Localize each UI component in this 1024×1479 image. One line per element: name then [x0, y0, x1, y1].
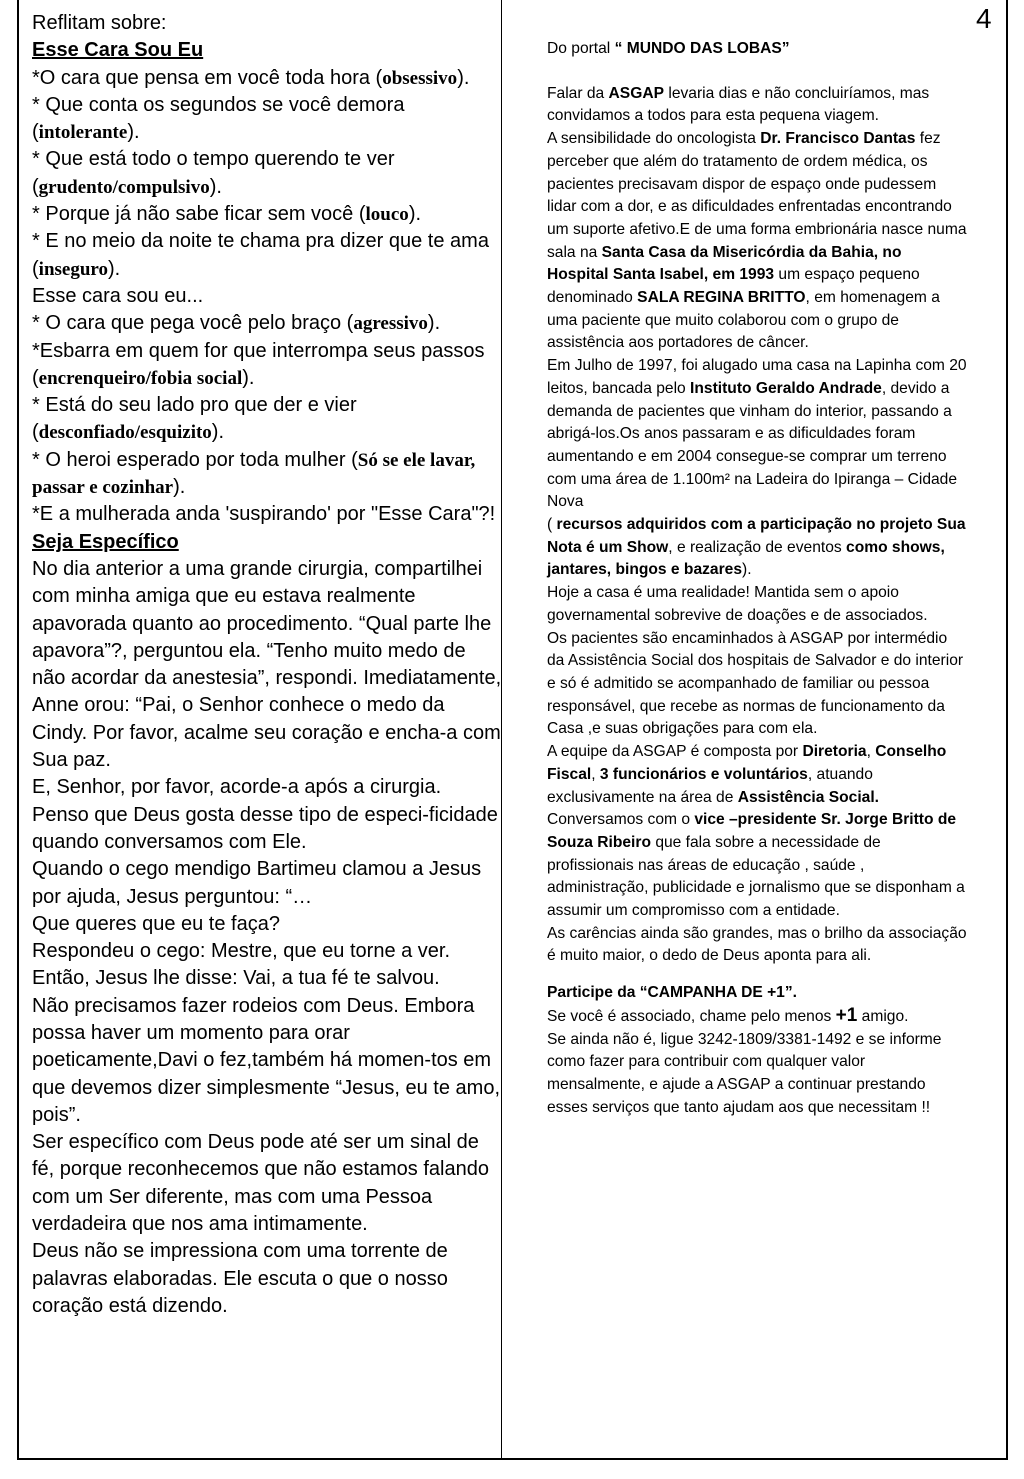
poem-line: * Está do seu lado pro que der e vier (desconfiado/esquizito). — [32, 394, 357, 444]
intro-line: Reflitam sobre: — [32, 12, 167, 34]
page-number: 4 — [976, 3, 992, 34]
article-paragraph: Se você é associado, chame pelo menos +1 amigo. — [547, 1004, 909, 1026]
article-paragraph: A sensibilidade do oncologista Dr. Francisco Dantas fez perceber que além do tratamento de ordem médica, os pacientes precisavam dispor de espaço onde pudessem lidar com a dor, e as dificuldades enfrentadas encontrando um suporte afetivo.E de uma forma embrionária nasce numa sala na Santa Casa da Misericórdia da Bahia, no Hospital Santa Isabel, em 1993 um espaço pequeno denominado SALA REGINA BRITTO, em homenagem a uma paciente que muito colaborou com o grupo de assistência aos portadores de câncer. — [547, 130, 967, 352]
poem-line: * E no meio da noite te chama pra dizer que te ama (inseguro). — [32, 230, 489, 280]
article-paragraph: Em Julho de 1997, foi alugado uma casa na Lapinha com 20 leitos, bancada pelo Instituto Geraldo Andrade, devido a demanda de pacientes que vinham do interior, passando a abrigá-los.Os anos passaram e as dificuldades foram aumentando e em 2004 consegue-se comprar um terreno com uma área de 1.100m² na Ladeira do Ipiranga – Cidade Nova — [547, 357, 967, 511]
article-paragraph: Hoje a casa é uma realidade! Mantida sem o apoio governamental sobrevive de doações e de associados. — [547, 584, 928, 624]
body-paragraph: Quando o cego mendigo Bartimeu clamou a Jesus por ajuda, Jesus perguntou: “… — [32, 858, 482, 908]
campaign-heading: Participe da “CAMPANHA DE +1”. — [547, 984, 797, 1002]
poem-refrain: Esse cara sou eu... — [32, 284, 204, 307]
poem-line: *Esbarra em quem for que interrompa seus passos (encrenqueiro/fobia social). — [32, 339, 485, 389]
source-line: Do portal “ MUNDO DAS LOBAS” — [547, 40, 790, 57]
left-column — [32, 10, 502, 1320]
poem-line: * Porque já não sabe ficar sem você (louco). — [32, 203, 422, 226]
body-paragraph: Respondeu o cego: Mestre, que eu torne a ver. Então, Jesus lhe disse: Vai, a tua fé te salvou. — [32, 940, 451, 990]
body-paragraph: No dia anterior a uma grande cirurgia, compartilhei com minha amiga que eu estava realmente apavorada quanto ao procedimento. “Qual parte lhe apavora”?, perguntou ela. “Tenho muito medo de não acordar da anestesia”, respondi. Imediatamente, Anne orou: “Pai, o Senhor conhece o medo da Cindy. Por favor, acalme seu coração e encha-a com Sua paz. — [32, 557, 502, 772]
body-paragraph: E, Senhor, por favor, acorde-a após a cirurgia. Penso que Deus gosta desse tipo de especi-ficidade quando conversamos com Ele. — [32, 776, 498, 853]
contact-paragraph: Se ainda não é, ligue 3242-1809/3381-1492 e se informe como fazer para contribuir com qualquer valor mensalmente, e ajude a ASGAP a continuar prestando esses serviços que tanto ajudam aos que necessitam !! — [547, 1030, 942, 1116]
body-paragraph: Ser específico com Deus pode até ser um sinal de fé, porque reconhecemos que não estamos falando com um Ser diferente, mas com uma Pessoa verdadeira que nos ama intimamente. — [32, 1131, 489, 1236]
article-paragraph: Falar da ASGAP levaria dias e não concluiríamos, mas convidamos a todos para esta pequena viagem. — [547, 84, 930, 125]
body-paragraph: Não precisamos fazer rodeios com Deus. Embora possa haver um momento para orar poeticamente,Davi o fez,também há momen-tos em que devemos dizer simplesmente “Jesus, eu te amo, pois”. — [32, 994, 500, 1126]
right-column — [547, 38, 967, 1119]
poem-line: * O heroi esperado por toda mulher (Só se ele lavar, passar e cozinhar). — [32, 448, 476, 499]
article-paragraph: ( recursos adquiridos com a participação no projeto Sua Nota é um Show, e realização de eventos como shows, jantares, bingos e bazares). — [547, 516, 966, 579]
poem-line: *O cara que pensa em você toda hora (obsessivo). — [32, 66, 470, 89]
poem-line: * Que está todo o tempo querendo te ver (grudento/compulsivo). — [32, 148, 395, 198]
poem-line: * O cara que pega você pelo braço (agressivo). — [32, 312, 441, 335]
body-paragraph: Que queres que eu te faça? — [32, 912, 280, 935]
section-title-esse-cara: Esse Cara Sou Eu — [32, 39, 204, 62]
article-paragraph: Os pacientes são encaminhados à ASGAP por intermédio da Assistência Social dos hospitais de Salvador e do interior e só é admitido se acompanhado de familiar ou pessoa responsável, que recebe as normas de funcionamento da Casa ,e suas obrigações para com ela. — [547, 629, 964, 738]
article-paragraph: Conversamos com o vice –presidente Sr. Jorge Britto de Souza Ribeiro que fala sobre a necessidade de profissionais nas áreas de educação , saúde , administração, publicidade e jornalismo que se disponham a assumir um compromisso com a entidade. — [547, 811, 965, 920]
section-title-seja-especifico: Seja Específico — [32, 530, 179, 553]
article-paragraph: A equipe da ASGAP é composta por Diretoria, Conselho Fiscal, 3 funcionários e voluntários, atuando exclusivamente na área de Assistência Social. — [547, 743, 947, 806]
body-paragraph: Deus não se impressiona com uma torrente de palavras elaboradas. Ele escuta o que o nosso coração está dizendo. — [32, 1240, 448, 1317]
article-paragraph: As carências ainda são grandes, mas o brilho da associação é muito maior, o dedo de Deus aponta para ali. — [547, 924, 967, 965]
poem-closing: *E a mulherada anda 'suspirando' por "Esse Cara"?! — [32, 503, 496, 526]
poem-line: * Que conta os segundos se você demora (intolerante). — [32, 93, 405, 144]
